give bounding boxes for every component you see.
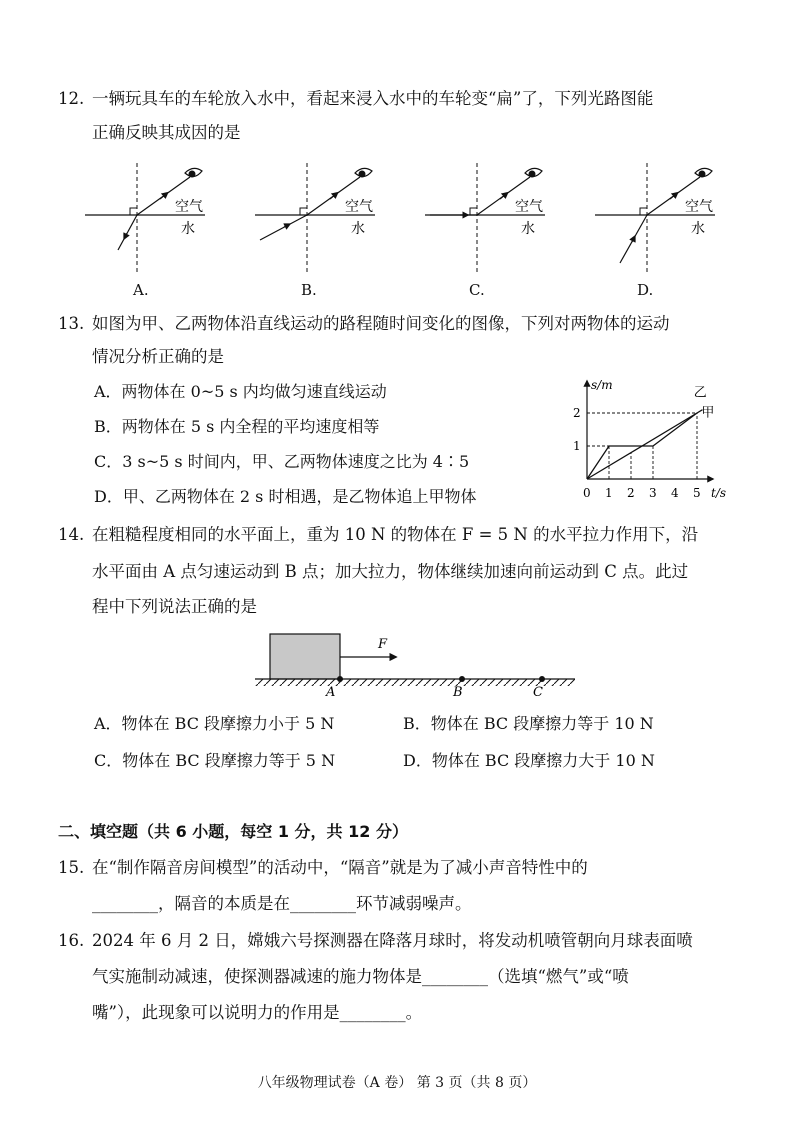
question-number: 14. <box>58 525 85 544</box>
water-label: 水 <box>181 221 195 237</box>
option-d: D．物体在 BC 段摩擦力大于 10 N <box>403 751 655 770</box>
force-label: F <box>378 637 388 652</box>
option-label-a: A. <box>133 281 149 299</box>
air-label: 空气 <box>515 199 543 215</box>
ground-hatch <box>255 679 575 686</box>
question-text: 水平面由 A 点匀速运动到 B 点；加大拉力，物体继续加速向前运动到 C 点。此过 <box>92 562 689 581</box>
point-b <box>459 676 465 682</box>
x-tick-label: 2 <box>627 486 635 500</box>
water-label: 水 <box>521 221 535 237</box>
series-label-甲: 甲 <box>701 405 715 421</box>
question-number: 12. <box>58 89 85 108</box>
option-b: B．两物体在 5 s 内全程的平均速度相等 <box>94 417 380 436</box>
question-number: 16. <box>58 931 85 950</box>
option-label-c: C. <box>469 281 485 299</box>
water-label: 水 <box>691 221 705 237</box>
point-c-label: C <box>533 685 543 700</box>
ray-diagram-b <box>255 163 375 273</box>
question-text: 正确反映其成因的是 <box>92 123 241 142</box>
question-number: 13. <box>58 314 85 333</box>
ray-diagram-c <box>425 163 545 273</box>
x-tick-label: 4 <box>671 486 679 500</box>
ray-diagrams <box>80 155 740 275</box>
ray-diagram-d <box>595 163 715 273</box>
page-footer: 八年级物理试卷（A 卷） 第 3 页（共 8 页） <box>257 1075 537 1091</box>
question-text: 在粗糙程度相同的水平面上，重为 10 N 的物体在 F = 5 N 的水平拉力作用下，沿 <box>92 525 699 544</box>
friction-diagram <box>250 628 590 700</box>
x-tick-label: 1 <box>605 486 613 500</box>
water-label: 水 <box>351 221 365 237</box>
y-tick-label: 2 <box>573 406 581 420</box>
air-label: 空气 <box>345 199 373 215</box>
option-c: C．3 s~5 s 时间内，甲、乙两物体速度之比为 4∶5 <box>94 452 470 471</box>
x-axis-label: t/s <box>711 486 727 500</box>
x-tick-label: 5 <box>693 486 701 500</box>
question-text: 在“制作隔音房间模型”的活动中，“隔音”就是为了减小声音特性中的 <box>92 858 588 877</box>
option-b: B．物体在 BC 段摩擦力等于 10 N <box>403 714 654 733</box>
point-a-label: A <box>326 685 336 700</box>
option-a: A．两物体在 0~5 s 内均做匀速直线运动 <box>94 382 387 401</box>
point-c <box>539 676 545 682</box>
air-label: 空气 <box>685 199 713 215</box>
point-a <box>337 676 343 682</box>
question-text: ________，隔音的本质是在________环节减弱噪声。 <box>92 894 472 913</box>
block <box>270 634 340 679</box>
point-b-label: B <box>453 685 463 700</box>
option-d: D．甲、乙两物体在 2 s 时相遇，是乙物体追上甲物体 <box>94 487 477 506</box>
option-label-b: B. <box>301 281 317 299</box>
y-tick-label: 1 <box>573 439 581 453</box>
question-text: 情况分析正确的是 <box>92 347 224 366</box>
x-tick-label: 0 <box>583 486 591 500</box>
air-label: 空气 <box>175 199 203 215</box>
question-text: 程中下列说法正确的是 <box>92 597 257 616</box>
question-text: 嘴”），此现象可以说明力的作用是________。 <box>92 1003 423 1022</box>
option-a: A．物体在 BC 段摩擦力小于 5 N <box>94 714 335 733</box>
question-number: 15. <box>58 858 85 877</box>
x-tick-label: 3 <box>649 486 657 500</box>
option-label-d: D. <box>637 281 654 299</box>
question-text: 气实施制动减速，使探测器减速的施力物体是________（选填“燃气”或“喷 <box>92 967 629 986</box>
question-text: 如图为甲、乙两物体沿直线运动的路程随时间变化的图像，下列对两物体的运动 <box>92 314 670 333</box>
question-text: 2024 年 6 月 2 日，嫦娥六号探测器在降落月球时，将发动机喷管朝向月球表面喷 <box>92 931 693 950</box>
st-chart <box>565 375 745 505</box>
y-axis-label: s/m <box>591 378 613 392</box>
question-text: 一辆玩具车的车轮放入水中，看起来浸入水中的车轮变“扁”了，下列光路图能 <box>92 89 654 108</box>
ray-diagram-a <box>85 163 205 273</box>
section-title: 二、填空题（共 6 小题，每空 1 分，共 12 分） <box>58 822 408 841</box>
series-label-乙: 乙 <box>693 385 707 401</box>
option-c: C．物体在 BC 段摩擦力等于 5 N <box>94 751 336 770</box>
